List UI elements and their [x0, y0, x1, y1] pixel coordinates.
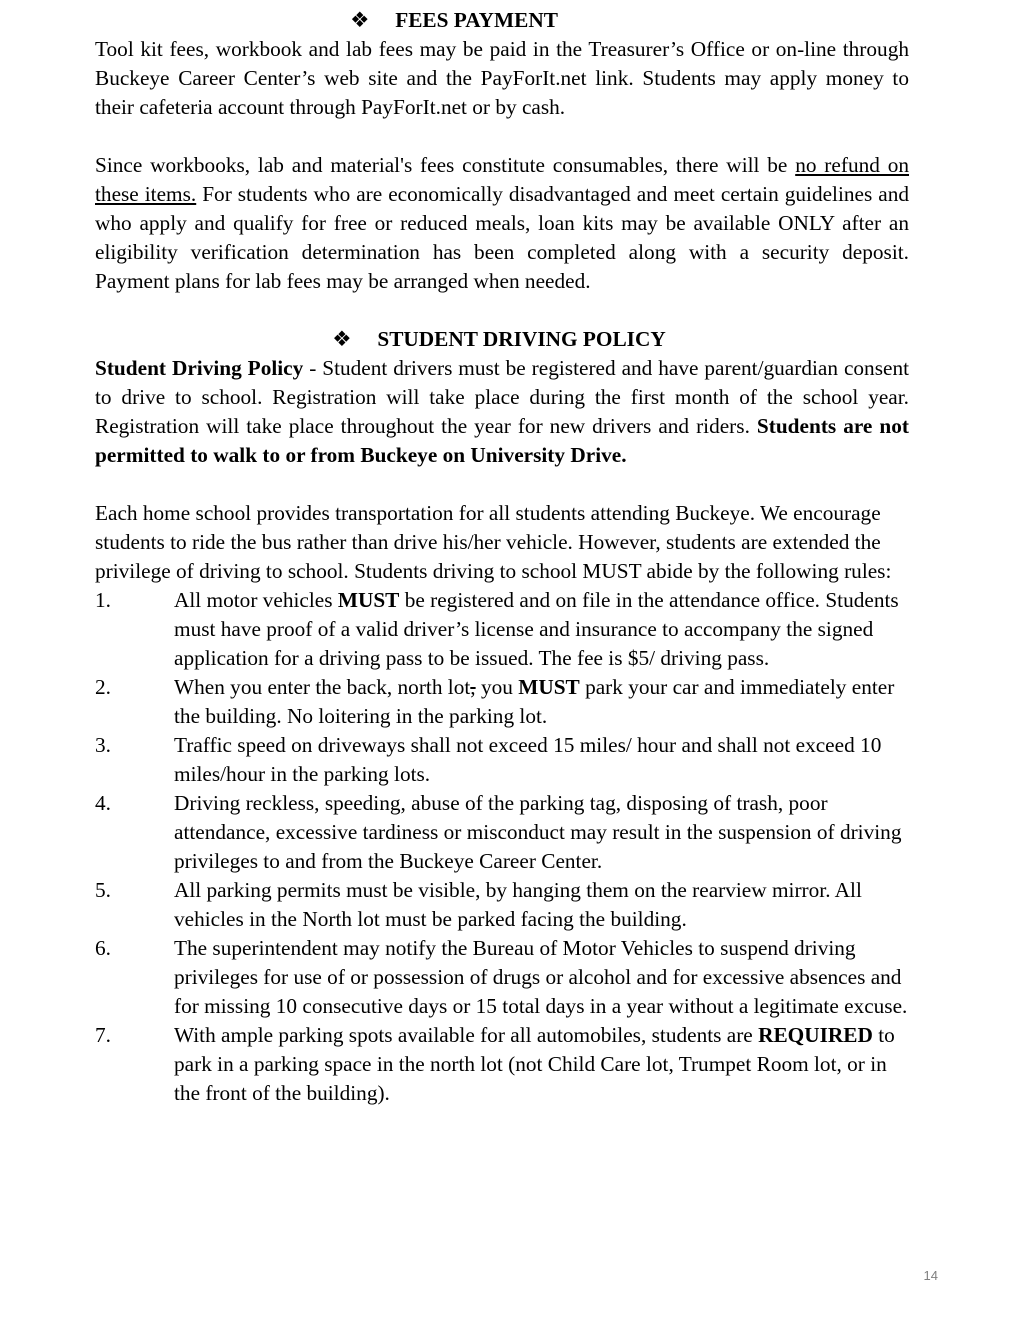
rule-text: When you enter the back, north lot: [174, 675, 471, 699]
rule-emphasis: MUST: [337, 588, 400, 612]
rule-item: [95, 789, 909, 876]
page-number: 14: [923, 1268, 938, 1283]
rule-item: [95, 876, 909, 934]
fees-heading-text: FEES PAYMENT: [395, 8, 558, 32]
rule-number: 4.: [95, 791, 111, 815]
no-refund-text: no refund on these items.: [95, 153, 910, 206]
walking-notice: Students are not permitted to walk to or from Buckeye on University Drive.: [95, 414, 909, 467]
rule-emphasis: MUST: [518, 675, 580, 699]
rule-number: 1.: [95, 588, 111, 612]
rule-number: 2.: [95, 675, 111, 699]
driving-heading: [92, 325, 906, 354]
rule-text: Traffic speed on driveways shall not exceed 15 miles/ hour and shall not exceed 10 miles/hour in the parking lots.: [174, 733, 882, 786]
driving-rules-list: [95, 586, 909, 1108]
fees-paragraph-2: [95, 151, 909, 296]
rule-text: The superintendent may notify the Bureau of Motor Vehicles to suspend driving privileges for use of or possession of drugs or alcohol and for excessive absences and for missing 10 consecutive days or 15 total days in a year without a legitimate excuse.: [174, 936, 908, 1018]
rule-number: 7.: [95, 1023, 111, 1047]
rule-text: All parking permits must be visible, by hanging them on the rearview mirror. All vehicles in the North lot must be parked facing the building.: [174, 878, 862, 931]
driving-intro: [95, 354, 909, 470]
rule-number: 6.: [95, 936, 111, 960]
fees-para2-text: Since workbooks, lab and material's fees constitute consumables, there will be: [95, 153, 796, 177]
rule-item: [95, 586, 909, 673]
rule-text: park your car and immediately enter the building. No loitering in the parking lot.: [174, 675, 895, 728]
rule-item: [95, 731, 909, 789]
rule-number: 5.: [95, 878, 111, 902]
document-page: [95, 6, 909, 1108]
rule-text: All motor vehicles: [174, 588, 338, 612]
fees-para2-rest: For students who are economically disadvantaged and meet certain guidelines and who apply and qualify for free or reduced meals, loan kits may be available ONLY after an eligibility verification determination has been completed along with a security deposit. Payment plans for lab fees may be arranged when needed.: [95, 182, 909, 293]
struck-comma: ,: [470, 675, 476, 699]
rule-text: you: [475, 675, 519, 699]
rule-text: Driving reckless, speeding, abuse of the parking tag, disposing of trash, poor attendance, excessive tardiness or misconduct may result in the suspension of driving privileges to and from the Buckeye Career Center.: [174, 791, 902, 873]
rule-text: With ample parking spots available for all automobiles, students are: [174, 1023, 759, 1047]
rule-emphasis: REQUIRED: [758, 1023, 873, 1047]
driving-intro-label: Student Driving Policy: [95, 356, 304, 380]
fees-paragraph-1: Tool kit fees, workbook and lab fees may be paid in the Treasurer’s Office or on-line through Buckeye Career Center’s web site and the PayForIt.net link. Students may apply money to their cafeteria account through PayForIt.net or by cash.: [95, 37, 909, 119]
diamond-bullet-icon: ❖: [332, 327, 352, 351]
rule-item: [95, 934, 909, 1021]
rule-text: be registered and on file in the attendance office. Students must have proof of a valid driver’s license and insurance to accompany the signed application for a driving pass to be issued. The fee is $5/ driving pass.: [174, 588, 899, 670]
driving-heading-text: STUDENT DRIVING POLICY: [377, 327, 666, 351]
rule-item: [95, 673, 909, 731]
diamond-bullet-icon: ❖: [350, 8, 370, 32]
rule-item: [95, 1021, 909, 1108]
fees-heading: [47, 6, 861, 35]
rule-text: to park in a parking space in the north lot (not Child Care lot, Trumpet Room lot, or in the front of the building).: [174, 1023, 895, 1105]
driving-intro-text: - Student drivers must be registered and have parent/guardian consent to drive to school. Registration will take place during the first month of the school year. Registration will take place throughout the year for new drivers and riders.: [95, 356, 910, 438]
driving-paragraph-2: Each home school provides transportation for all students attending Buckeye. We encourage students to ride the bus rather than drive his/her vehicle. However, students are extended the privilege of driving to school. Students driving to school MUST abide by the following rules:: [95, 501, 892, 583]
rule-number: 3.: [95, 733, 111, 757]
